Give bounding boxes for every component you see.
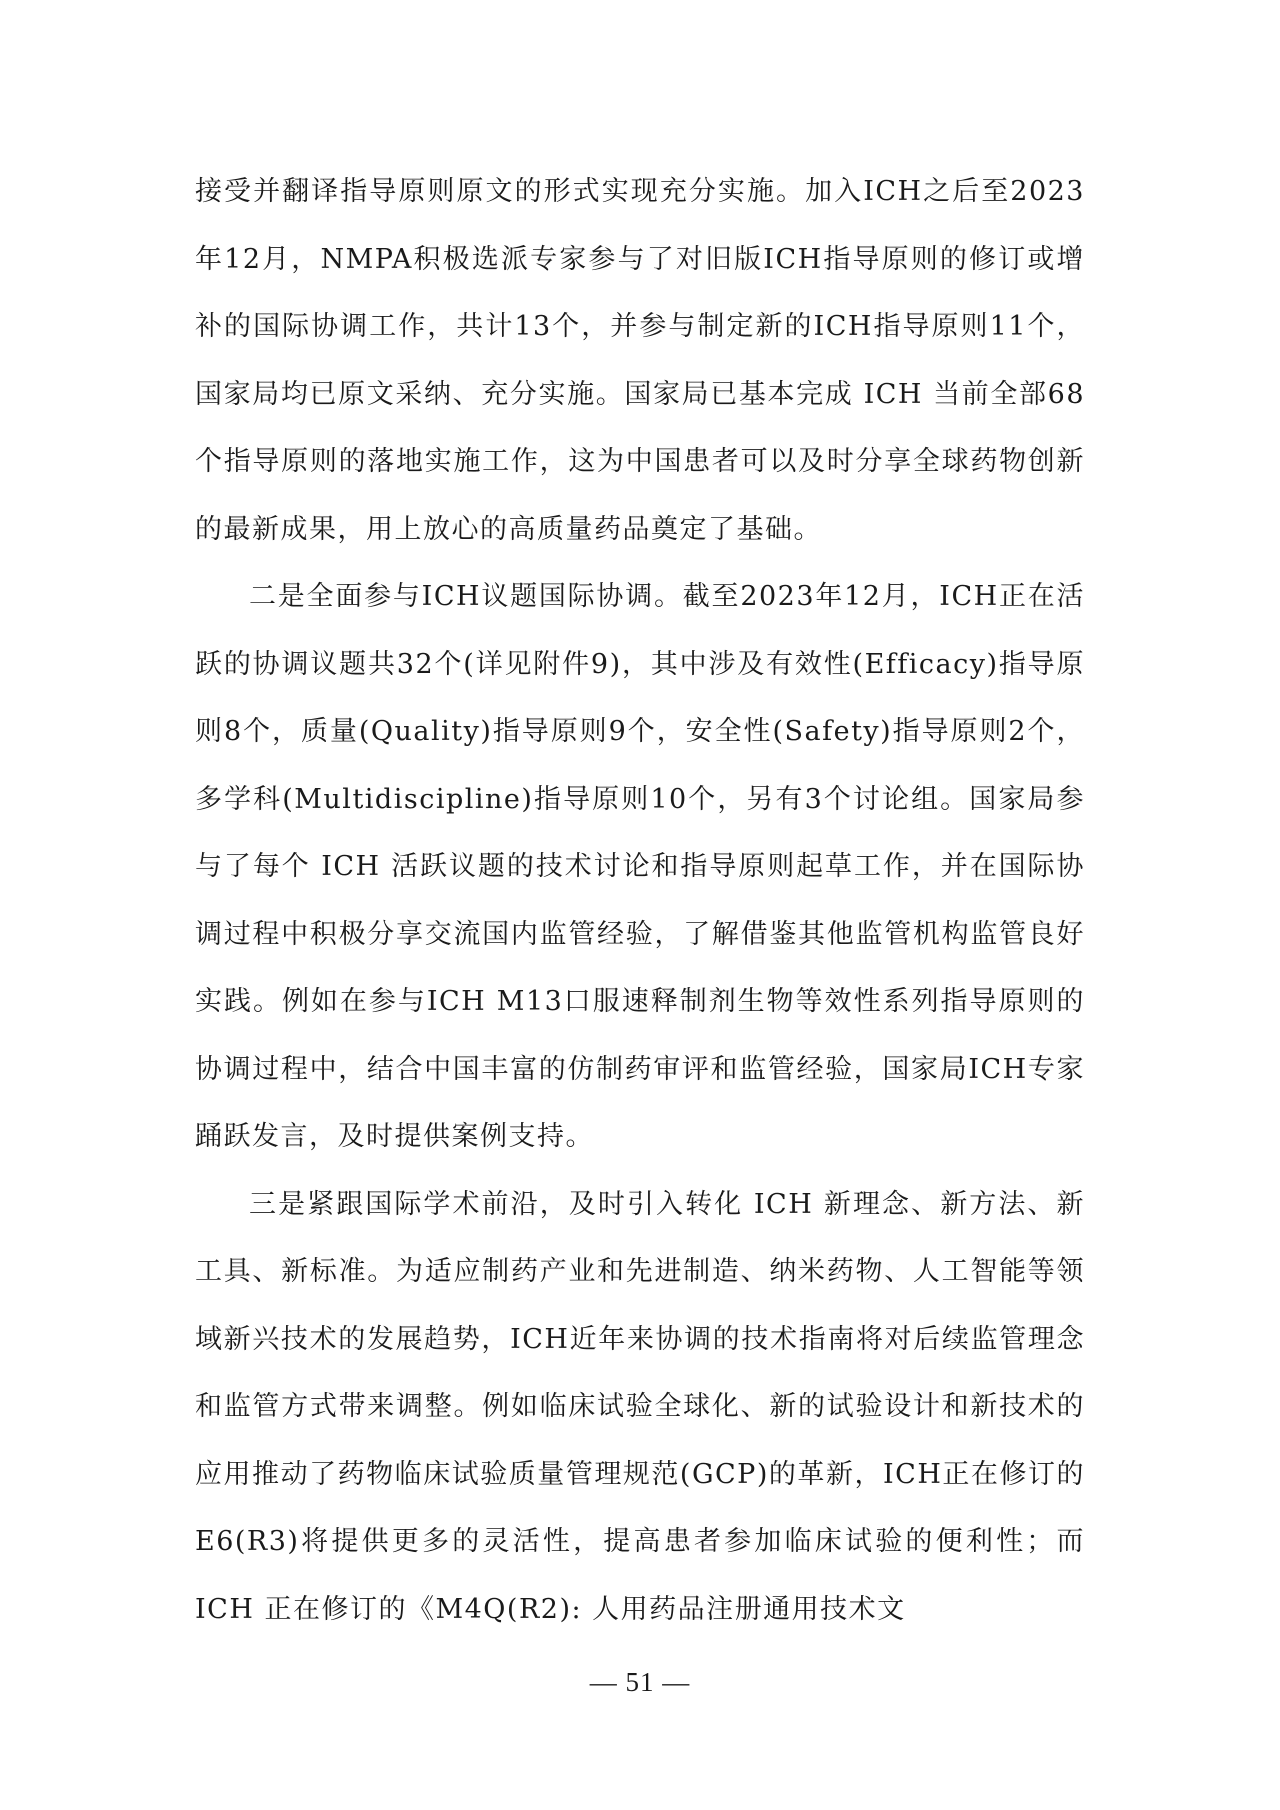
paragraph-ich-implementation: 接受并翻译指导原则原文的形式实现充分实施。加入ICH之后至2023年12月，NMPA积极选派专家参与了对旧版ICH指导原则的修订或增补的国际协调工作，共计13个，并参与制定新的ICH指导原则11个，国家局均已原文采纳、充分实施。国家局已基本完成 ICH 当前全部68个指导原则的落地实施工作，这为中国患者可以及时分享全球药物创新的最新成果，用上放心的高质量药品奠定了基础。	[195, 176, 1085, 545]
page-number: — 51 —	[589, 1667, 691, 1697]
body-text	[195, 158, 1085, 1643]
paragraph-ich-new-concepts: 三是紧跟国际学术前沿，及时引入转化 ICH 新理念、新方法、新工具、新标准。为适应制药产业和先进制造、纳米药物、人工智能等领域新兴技术的发展趋势，ICH近年来协调的技术指南将对后续监管理念和监管方式带来调整。例如临床试验全球化、新的试验设计和新技术的应用推动了药物临床试验质量管理规范(GCP)的革新，ICH正在修订的 E6(R3)将提供更多的灵活性，提高患者参加临床试验的便利性；而 ICH 正在修订的《M4Q(R2): 人用药品注册通用技术文	[195, 1188, 1085, 1625]
paragraph-ich-coordination: 二是全面参与ICH议题国际协调。截至2023年12月，ICH正在活跃的协调议题共32个(详见附件9)，其中涉及有效性(Efficacy)指导原则8个，质量(Quality)指导原则9个，安全性(Safety)指导原则2个，多学科(Multidiscipline)指导原则10个，另有3个讨论组。国家局参与了每个 ICH 活跃议题的技术讨论和指导原则起草工作，并在国际协调过程中积极分享交流国内监管经验，了解借鉴其他监管机构监管良好实践。例如在参与ICH M13口服速释制剂生物等效性系列指导原则的协调过程中，结合中国丰富的仿制药审评和监管经验，国家局ICH专家踊跃发言，及时提供案例支持。	[195, 581, 1085, 1152]
